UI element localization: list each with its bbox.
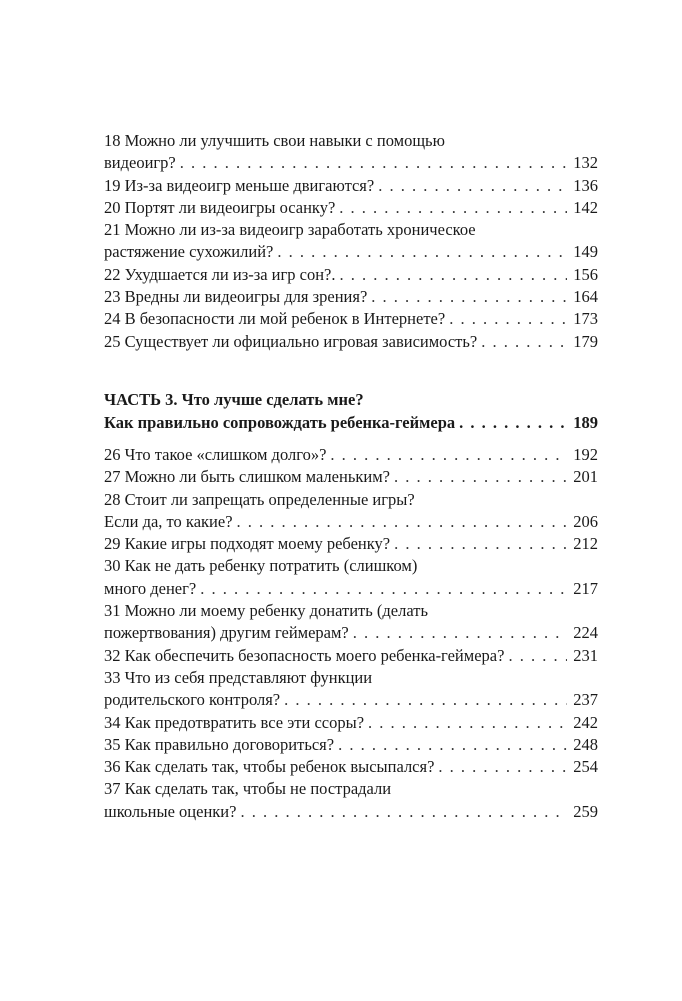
part3-heading[interactable] [104, 388, 598, 434]
leader-dots [339, 197, 567, 219]
toc-entry-20[interactable] [104, 197, 598, 219]
leader-dots [353, 622, 567, 644]
toc-page-number: 248 [567, 734, 598, 756]
leader-dots [180, 152, 567, 174]
toc-entry-26[interactable] [104, 444, 598, 466]
section-gap [104, 353, 598, 376]
toc-entry-30-line1: 30 Как не дать ребенку потратить (слишком) [104, 556, 418, 576]
toc-entry-text: 36 Как сделать так, чтобы ребенок высыпался? [104, 756, 438, 778]
section-gap [104, 434, 598, 444]
toc-entry-text: 26 Что такое «слишком долго»? [104, 444, 330, 466]
toc-entry-31[interactable] [104, 622, 598, 644]
toc-section-part2 [104, 130, 598, 353]
part3-subtitle-line [104, 411, 598, 434]
part3-page-number: 189 [573, 412, 598, 432]
toc-entry-text: растяжение сухожилий? [104, 241, 277, 263]
toc-page-number: 173 [567, 308, 598, 330]
toc-entry-27[interactable] [104, 466, 598, 488]
toc-entry-34[interactable] [104, 712, 598, 734]
toc-page-number: 179 [567, 331, 598, 353]
toc-entry-29[interactable] [104, 533, 598, 555]
toc-entry-text: 23 Вредны ли видеоигры для зрения? [104, 286, 371, 308]
leader-dots [394, 466, 567, 488]
toc-page-number: 149 [567, 241, 598, 263]
toc-entry-18[interactable] [104, 152, 598, 174]
leader-dots [277, 241, 567, 263]
leader-dots [330, 444, 567, 466]
toc-entry-text: 19 Из-за видеоигр меньше двигаются? [104, 175, 378, 197]
toc-entry-text: 22 Ухудшается ли из-за игр сон?. [104, 264, 340, 286]
toc-entry-31-line1: 31 Можно ли моему ребенку донатить (делать [104, 601, 428, 621]
toc-page-number: 212 [567, 533, 598, 555]
toc-entry-22[interactable] [104, 264, 598, 286]
toc-entry-32[interactable] [104, 645, 598, 667]
toc-entry-28-line1: 28 Стоит ли запрещать определенные игры? [104, 489, 415, 509]
leader-dots [240, 801, 567, 823]
toc-page-number: 192 [567, 444, 598, 466]
leader-dots [459, 411, 567, 434]
toc-page-number: 217 [567, 578, 598, 600]
leader-dots [378, 175, 567, 197]
leader-dots [371, 286, 567, 308]
part3-title: ЧАСТЬ 3. Что лучше сделать мне? [104, 389, 364, 409]
toc-entry-text: пожертвования) другим геймерам? [104, 622, 353, 644]
toc-entry-text: видеоигр? [104, 152, 180, 174]
toc-entry-33-line1: 33 Что из себя представляют функции [104, 667, 373, 687]
toc-entry-23[interactable] [104, 286, 598, 308]
toc-entry-text: школьные оценки? [104, 801, 240, 823]
toc-entry-19[interactable] [104, 175, 598, 197]
toc-entry-text: 34 Как предотвратить все эти ссоры? [104, 712, 368, 734]
toc-entry-30[interactable] [104, 578, 598, 600]
toc-page-number: 237 [567, 689, 598, 711]
toc-entry-28[interactable] [104, 511, 598, 533]
leader-dots [237, 511, 568, 533]
toc-entry-18-line1: 18 Можно ли улучшить свои навыки с помощью [104, 131, 445, 150]
toc-page-number: 142 [567, 197, 598, 219]
toc-entry-37[interactable] [104, 801, 598, 823]
toc-entry-text: Если да, то какие? [104, 511, 237, 533]
toc-section-part3 [104, 444, 598, 823]
leader-dots [368, 712, 567, 734]
leader-dots [338, 734, 567, 756]
toc-entry-text: 27 Можно ли быть слишком маленьким? [104, 466, 394, 488]
leader-dots [394, 533, 567, 555]
toc-entry-25[interactable] [104, 331, 598, 353]
toc-page-number: 132 [567, 152, 598, 174]
toc-page-number: 224 [567, 622, 598, 644]
toc-entry-33[interactable] [104, 689, 598, 711]
toc-entry-24[interactable] [104, 308, 598, 330]
toc-page-number: 156 [567, 264, 598, 286]
toc-page-number: 164 [567, 286, 598, 308]
toc-entry-21-line1: 21 Можно ли из-за видеоигр заработать хроническое [104, 220, 476, 240]
toc-entry-text: 35 Как правильно договориться? [104, 734, 338, 756]
table-of-contents [104, 130, 598, 823]
toc-entry-text: 32 Как обеспечить безопасность моего ребенка-геймера? [104, 645, 508, 667]
toc-page-number: 242 [567, 712, 598, 734]
toc-page-number: 259 [567, 801, 598, 823]
toc-entry-36[interactable] [104, 756, 598, 778]
toc-page-number: 206 [567, 511, 598, 533]
toc-entry-text: 25 Существует ли официально игровая зависимость? [104, 331, 481, 353]
section-gap [104, 376, 598, 388]
toc-entry-text: родительского контроля? [104, 689, 284, 711]
toc-entry-21[interactable] [104, 241, 598, 263]
leader-dots [449, 308, 567, 330]
leader-dots [284, 689, 567, 711]
toc-page-number: 201 [567, 466, 598, 488]
toc-entry-text: 24 В безопасности ли мой ребенок в Интернете? [104, 308, 449, 330]
leader-dots [481, 331, 567, 353]
leader-dots [200, 578, 567, 600]
toc-page-number: 136 [567, 175, 598, 197]
toc-page-number: 231 [567, 645, 598, 667]
toc-entry-text: много денег? [104, 578, 200, 600]
part3-subtitle: Как правильно сопровождать ребенка-геймера [104, 412, 456, 432]
leader-dots [340, 264, 568, 286]
toc-entry-text: 20 Портят ли видеоигры осанку? [104, 197, 339, 219]
toc-entry-37-line1: 37 Как сделать так, чтобы не пострадали [104, 779, 392, 799]
leader-dots [438, 756, 567, 778]
toc-entry-text: 29 Какие игры подходят моему ребенку? [104, 533, 394, 555]
leader-dots [508, 645, 567, 667]
toc-page-number: 254 [567, 756, 598, 778]
toc-entry-35[interactable] [104, 734, 598, 756]
